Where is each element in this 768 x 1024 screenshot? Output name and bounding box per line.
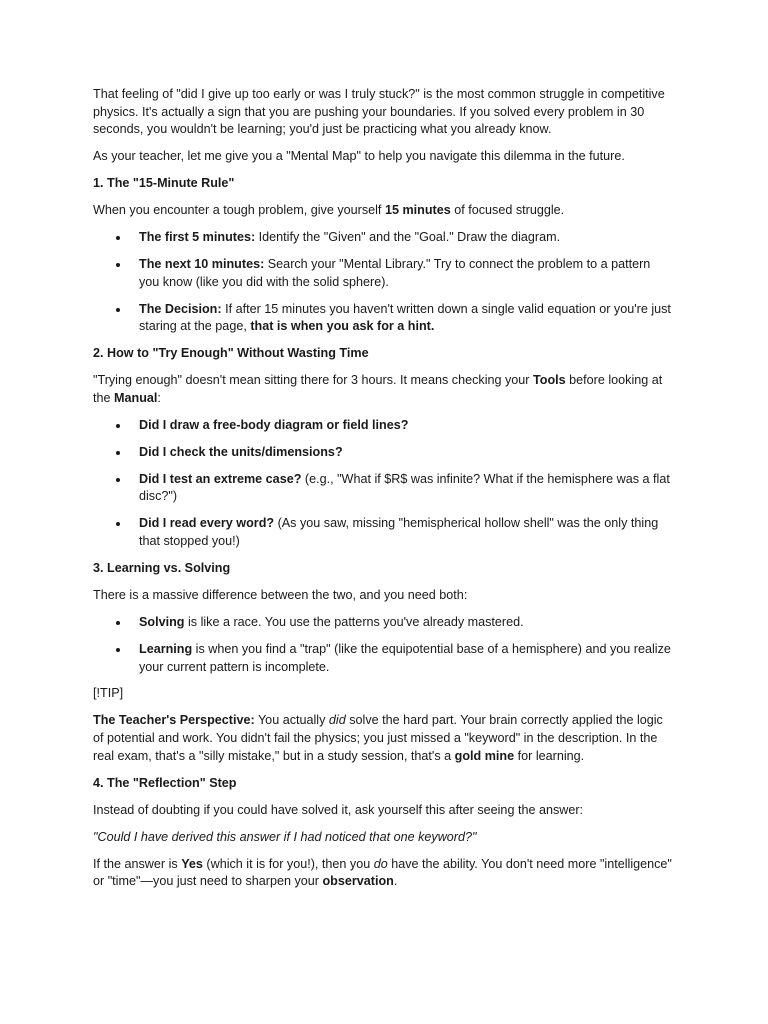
section-2-heading: 2. How to "Try Enough" Without Wasting Time bbox=[93, 346, 369, 361]
list-item-lead: Learning bbox=[139, 641, 193, 656]
list-item-lead: Did I test an extreme case? bbox=[139, 471, 302, 486]
text-run: solve the hard part. Your brain correctly applied the logic of potential and work. You didn't fail the physics; you just missed a "keyword" in the description. In the real exam, that's a "silly mistake," but in a study session, that's a bbox=[93, 713, 663, 763]
text-run: If the answer is bbox=[93, 856, 182, 871]
list-item-lead: Solving bbox=[139, 614, 185, 629]
intro-paragraph-2: As your teacher, let me give you a "Mental Map" to help you navigate this dilemma in the future. bbox=[93, 149, 625, 164]
section-3-heading: 3. Learning vs. Solving bbox=[93, 560, 231, 575]
italic-text: do bbox=[373, 856, 388, 871]
list-item-text: Search your "Mental Library." Try to connect the problem to a pattern you know (like you did with the solid sphere). bbox=[139, 257, 651, 289]
bold-text: Tools bbox=[533, 373, 566, 388]
list-item bbox=[93, 444, 673, 462]
text-run: of focused struggle. bbox=[450, 203, 565, 218]
list-item-lead: The next 10 minutes: bbox=[139, 257, 265, 272]
list-item-text: Identify the "Given" and the "Goal." Draw the diagram. bbox=[255, 230, 561, 245]
list-item bbox=[93, 417, 673, 435]
list-item-text: is like a race. You use the patterns you've already mastered. bbox=[184, 614, 524, 629]
text-run: have the ability. You don't need more "intelligence" or "time"—you just need to sharpen your bbox=[93, 856, 672, 889]
list-item-text: If after 15 minutes you haven't written down a single valid equation or you're just staring at the page, bbox=[139, 301, 671, 334]
list-item bbox=[93, 256, 673, 291]
section-4-paragraph: Instead of doubting if you could have solved it, ask yourself this after seeing the answer: bbox=[93, 802, 584, 817]
section-1-paragraph bbox=[93, 202, 673, 220]
list-item-text: is when you find a "trap" (like the equipotential base of a hemisphere) and you realize your current pattern is incomplete. bbox=[139, 641, 671, 674]
text-run: (which it is for you!), then you bbox=[202, 856, 374, 871]
section-1-heading: 1. The "15-Minute Rule" bbox=[93, 176, 235, 191]
section-4-heading: 4. The "Reflection" Step bbox=[93, 775, 237, 790]
text-run: . bbox=[393, 874, 398, 889]
bold-text: 15 minutes bbox=[384, 203, 451, 218]
section-3-paragraph: There is a massive difference between the two, and you need both: bbox=[93, 587, 468, 602]
section-2-list bbox=[93, 417, 673, 551]
list-item-text: (As you saw, missing "hemispherical hollow shell" was the only thing that stopped you!) bbox=[139, 516, 659, 548]
list-item-emphasis: that is when you ask for a hint. bbox=[250, 319, 435, 334]
section-2-paragraph bbox=[93, 372, 673, 407]
list-item-lead: Did I check the units/dimensions? bbox=[139, 444, 343, 459]
text-run: : bbox=[157, 390, 161, 405]
list-item bbox=[93, 301, 673, 336]
section-3-list bbox=[93, 614, 673, 676]
list-item bbox=[93, 515, 673, 550]
intro-paragraph-1: That feeling of "did I give up too early or was I truly stuck?" is the most common struggle in competitive physics. It's actually a sign that you are pushing your boundaries. If you solved every problem in 30 seconds, you wouldn't be learning; you'd just be practicing what you already know. bbox=[93, 87, 665, 137]
list-item bbox=[93, 614, 673, 632]
text-run: for learning. bbox=[514, 748, 585, 763]
final-paragraph bbox=[93, 856, 673, 891]
quote-text: "Could I have derived this answer if I had noticed that one keyword?" bbox=[93, 829, 477, 844]
italic-text: did bbox=[328, 713, 346, 728]
list-item bbox=[93, 229, 673, 247]
bold-text: gold mine bbox=[454, 748, 515, 763]
bold-text: observation bbox=[322, 874, 394, 889]
bold-text: Manual bbox=[114, 390, 158, 405]
list-item-lead: Did I read every word? bbox=[139, 516, 275, 531]
list-item bbox=[93, 471, 673, 506]
list-item-lead: The Decision: bbox=[139, 301, 222, 316]
text-run: before looking at the bbox=[93, 373, 663, 405]
text-run: "Trying enough" doesn't mean sitting there for 3 hours. It means checking your bbox=[93, 373, 534, 388]
bold-text: Yes bbox=[181, 856, 203, 871]
reflection-quote bbox=[93, 829, 673, 847]
text-run: You actually bbox=[254, 713, 329, 728]
tip-label: [!TIP] bbox=[93, 686, 124, 701]
list-item-lead: The first 5 minutes: bbox=[139, 230, 256, 245]
tip-lead: The Teacher's Perspective: bbox=[93, 713, 255, 728]
section-1-list bbox=[93, 229, 673, 336]
tip-paragraph bbox=[93, 712, 673, 765]
list-item bbox=[93, 641, 673, 676]
list-item-text: (e.g., "What if $R$ was infinite? What if the hemisphere was a flat disc?") bbox=[139, 471, 670, 504]
document-page bbox=[93, 86, 673, 900]
text-run: When you encounter a tough problem, give yourself bbox=[93, 203, 385, 218]
list-item-lead: Did I draw a free-body diagram or field lines? bbox=[139, 417, 409, 432]
